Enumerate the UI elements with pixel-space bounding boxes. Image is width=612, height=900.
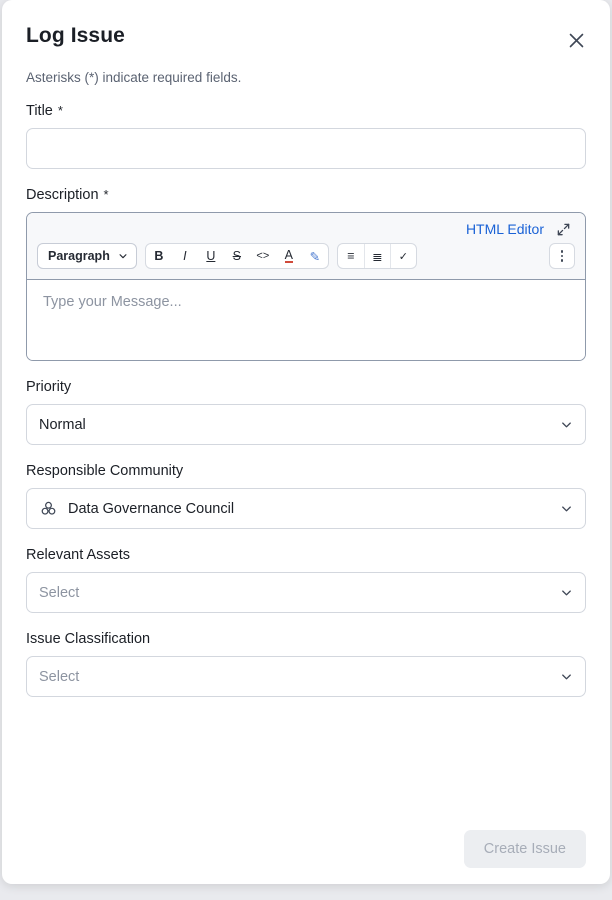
numbered-list-glyph: ≣ — [372, 249, 383, 264]
required-asterisk: * — [103, 186, 109, 202]
create-issue-button[interactable]: Create Issue — [464, 830, 586, 868]
issue-classification-label: Issue Classification — [26, 631, 151, 647]
log-issue-dialog — [2, 0, 610, 884]
title-input[interactable] — [26, 128, 586, 169]
bulleted-list-icon[interactable] — [338, 244, 364, 268]
chevron-down-icon — [560, 502, 573, 515]
issue-classification-value: Select — [39, 668, 80, 685]
community-icon — [39, 499, 58, 518]
description-editor — [26, 212, 586, 361]
paragraph-style-value: Paragraph — [48, 249, 110, 263]
relevant-assets-label: Relevant Assets — [26, 547, 130, 563]
strikethrough-glyph: S — [232, 249, 242, 263]
checklist-icon[interactable] — [390, 244, 416, 268]
responsible-community-label: Responsible Community — [26, 463, 184, 479]
paragraph-style-select[interactable] — [37, 243, 137, 269]
chevron-down-icon — [118, 251, 128, 261]
font-color-glyph: A — [284, 247, 294, 262]
description-label — [26, 187, 586, 203]
bulleted-list-glyph: ≡ — [347, 249, 355, 263]
title-label-text: Title — [26, 103, 53, 119]
bold-glyph: B — [154, 249, 164, 263]
underline-icon[interactable] — [198, 244, 224, 268]
highlight-glyph: ✎ — [309, 249, 321, 264]
issue-classification-field-group — [26, 631, 586, 697]
issue-classification-select[interactable] — [26, 656, 586, 697]
kebab-menu-icon[interactable] — [549, 243, 575, 269]
priority-field-group — [26, 379, 586, 445]
italic-icon[interactable] — [172, 244, 198, 268]
list-group — [337, 243, 417, 269]
responsible-community-value: Data Governance Council — [68, 500, 235, 517]
description-label-text: Description — [26, 187, 99, 203]
kebab-dot — [561, 255, 564, 258]
numbered-list-icon[interactable] — [364, 244, 390, 268]
checklist-glyph: ✓ — [398, 250, 408, 263]
required-fields-note: Asterisks (*) indicate required fields. — [26, 70, 242, 85]
kebab-dot — [561, 259, 564, 262]
html-editor-link[interactable]: HTML Editor — [465, 221, 544, 237]
expand-icon[interactable] — [556, 222, 571, 237]
relevant-assets-select[interactable] — [26, 572, 586, 613]
priority-select[interactable] — [26, 404, 586, 445]
chevron-down-icon — [560, 670, 573, 683]
highlight-icon[interactable] — [302, 244, 328, 268]
code-icon[interactable] — [250, 244, 276, 268]
chevron-down-icon — [560, 586, 573, 599]
bold-icon[interactable] — [146, 244, 172, 268]
description-textarea[interactable]: Type your Message... — [27, 280, 585, 360]
title-field-group — [26, 103, 586, 169]
strikethrough-icon[interactable] — [224, 244, 250, 268]
underline-glyph: U — [206, 249, 216, 263]
font-color-icon[interactable] — [276, 244, 302, 268]
dialog-footer — [2, 814, 610, 884]
responsible-community-select[interactable] — [26, 488, 586, 529]
page-title: Log Issue — [26, 24, 125, 47]
priority-label: Priority — [26, 379, 72, 395]
kebab-dot — [561, 250, 564, 253]
responsible-community-field-group — [26, 463, 586, 529]
editor-top-bar — [27, 213, 585, 239]
responsible-community-value-wrap — [39, 499, 552, 518]
chevron-down-icon — [560, 418, 573, 431]
required-asterisk: * — [57, 102, 63, 118]
title-label — [26, 103, 586, 119]
close-icon[interactable] — [562, 26, 590, 54]
description-field-group — [26, 187, 586, 361]
relevant-assets-field-group — [26, 547, 586, 613]
editor-toolbar — [27, 239, 585, 280]
text-format-group — [145, 243, 329, 269]
relevant-assets-value: Select — [39, 584, 80, 601]
italic-glyph: I — [183, 249, 187, 263]
code-glyph: <> — [256, 250, 270, 262]
priority-value: Normal — [39, 416, 86, 433]
dialog-header — [2, 0, 610, 48]
